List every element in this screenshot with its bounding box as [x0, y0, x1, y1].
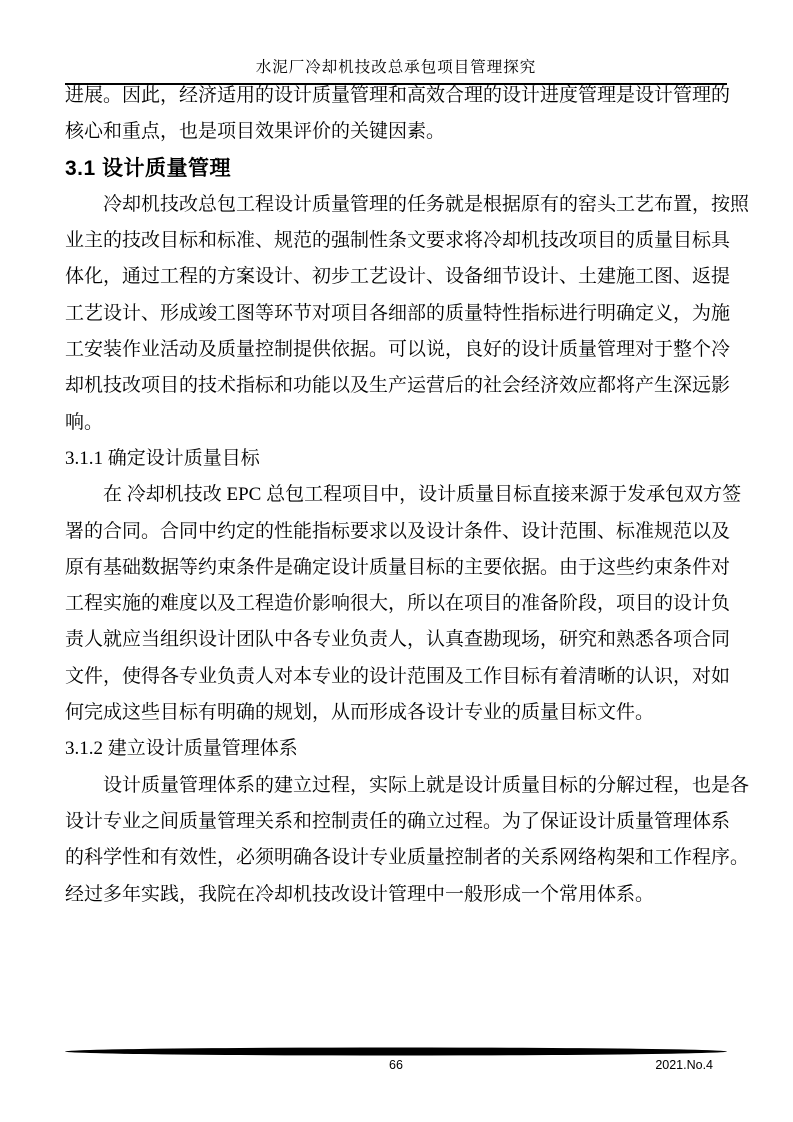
- page-footer: [65, 1056, 727, 1074]
- running-head: 水泥厂冷却机技改总承包项目管理探究: [255, 59, 537, 76]
- body-line: 何完成这些目标有明确的规划，从而形成各设计专业的质量目标文件。: [65, 702, 655, 724]
- section-heading-3-1-2: 3.1.2 建立设计质量管理体系: [65, 738, 298, 760]
- section-heading-3-1: 3.1 设计质量管理: [65, 156, 232, 180]
- body-line: 响。: [65, 411, 104, 433]
- body-line: 却机技改项目的技术指标和功能以及生产运营后的社会经济效应都将产生深远影: [65, 375, 731, 397]
- body-line: 责人就应当组织设计团队中各专业负责人，认真查勘现场，研究和熟悉各项合同: [65, 629, 731, 651]
- body-line: 冷却机技改总包工程设计质量管理的任务就是根据原有的窑头工艺布置，按照: [103, 193, 750, 215]
- footer-divider: [65, 1047, 727, 1056]
- issue-label: 2021.No.4: [655, 1058, 713, 1072]
- body-line: 设计质量管理体系的建立过程，实际上就是设计质量目标的分解过程，也是各: [103, 774, 750, 796]
- page-number: 66: [389, 1058, 403, 1072]
- body-line: 体化，通过工程的方案设计、初步工艺设计、设备细节设计、土建施工图、返提: [65, 266, 731, 288]
- body-text: [65, 78, 750, 913]
- body-line: 在 冷却机技改 EPC 总包工程项目中，设计质量目标直接来源于发承包双方签: [103, 484, 742, 506]
- body-line: 工程实施的难度以及工程造价影响很大，所以在项目的准备阶段，项目的设计负: [65, 593, 731, 615]
- body-line: 署的合同。合同中约定的性能指标要求以及设计条件、设计范围、标准规范以及: [65, 520, 731, 542]
- body-line: 文件，使得各专业负责人对本专业的设计范围及工作目标有着清晰的认识，对如: [65, 665, 731, 687]
- body-line: 设计专业之间质量管理关系和控制责任的确立过程。为了保证设计质量管理体系: [65, 810, 731, 832]
- body-line: 工艺设计、形成竣工图等环节对项目各细部的质量特性指标进行明确定义，为施: [65, 302, 731, 324]
- body-line: 核心和重点，也是项目效果评价的关键因素。: [65, 121, 446, 143]
- body-line: 工安装作业活动及质量控制提供依据。可以说，良好的设计质量管理对于整个冷: [65, 339, 731, 361]
- body-line: 经过多年实践，我院在冷却机技改设计管理中一般形成一个常用体系。: [65, 883, 655, 905]
- body-line: 的科学性和有效性，必须明确各设计专业质量控制者的关系网络构架和工作程序。: [65, 847, 750, 869]
- body-line: 原有基础数据等约束条件是确定设计质量目标的主要依据。由于这些约束条件对: [65, 556, 731, 578]
- section-heading-3-1-1: 3.1.1 确定设计质量目标: [65, 447, 260, 469]
- body-line: 业主的技改目标和标准、规范的强制性条文要求将冷却机技改项目的质量目标具: [65, 230, 731, 252]
- body-line: 进展。因此，经济适用的设计质量管理和高效合理的设计进度管理是设计管理的: [65, 85, 731, 106]
